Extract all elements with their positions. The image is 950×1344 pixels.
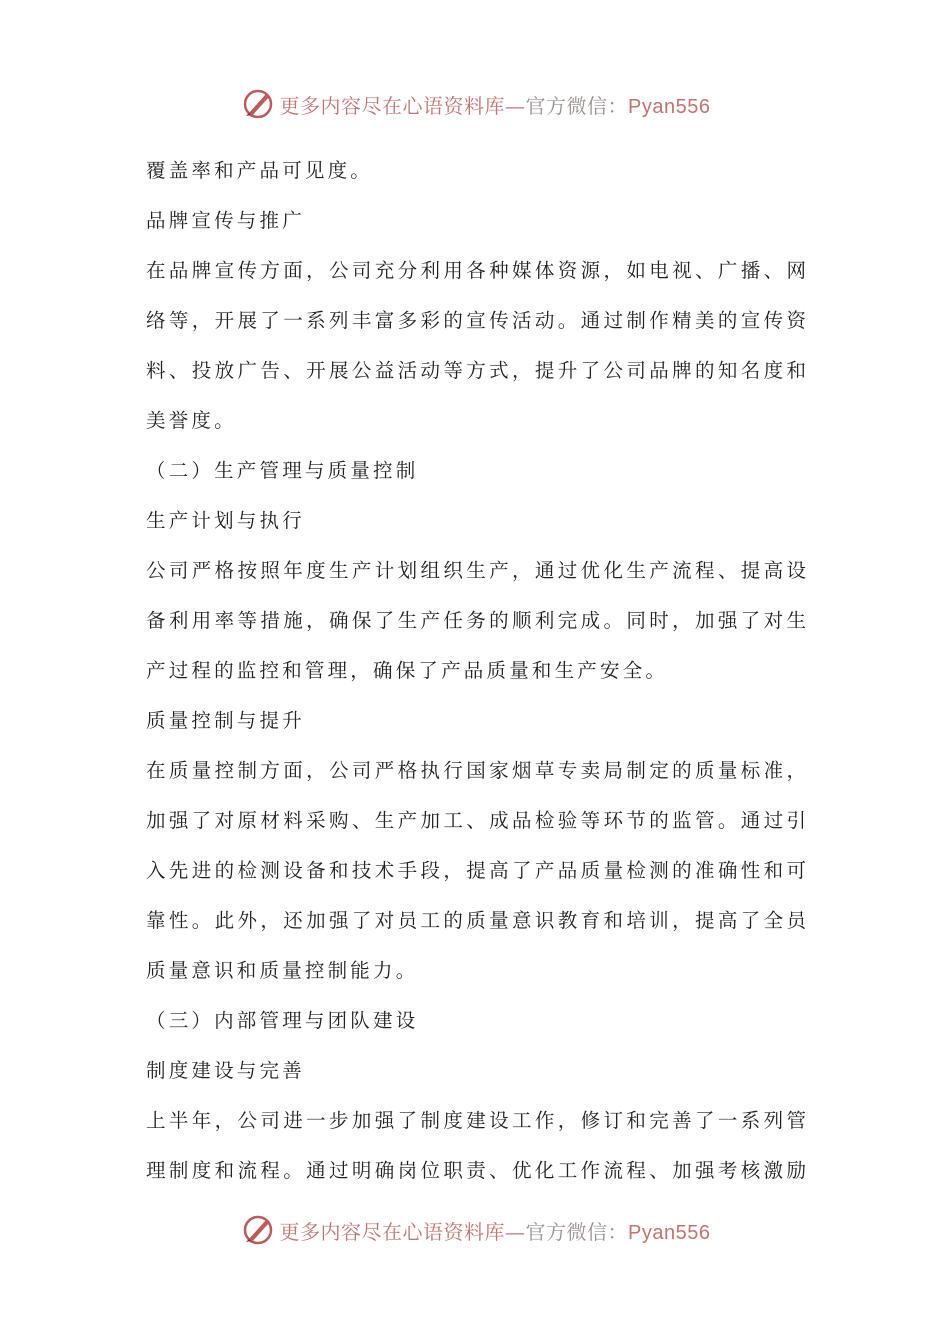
section-heading: （三）内部管理与团队建设 bbox=[146, 1009, 419, 1032]
text-line: 靠性。此外，还加强了对员工的质量意识教育和培训，提高了全员 bbox=[146, 909, 806, 932]
text-line: 理制度和流程。通过明确岗位职责、优化工作流程、加强考核激励 bbox=[146, 1159, 806, 1182]
text-line: 覆盖率和产品可见度。 bbox=[146, 159, 374, 182]
banner-text: 更多内容尽在心语资料库—官方微信：Pyan556 bbox=[279, 1219, 711, 1244]
text-line: 上半年，公司进一步加强了制度建设工作，修订和完善了一系列管 bbox=[146, 1109, 806, 1132]
text-line: 料、投放广告、开展公益活动等方式，提升了公司品牌的知名度和 bbox=[146, 359, 806, 382]
text-line: 质量意识和质量控制能力。 bbox=[146, 959, 419, 982]
text-line: 产过程的监控和管理，确保了产品质量和生产安全。 bbox=[146, 659, 669, 682]
text-line: 美誉度。 bbox=[146, 409, 237, 432]
pen-logo-icon bbox=[240, 86, 276, 122]
section-heading: 品牌宣传与推广 bbox=[146, 209, 305, 232]
text-line: 在质量控制方面，公司严格执行国家烟草专卖局制定的质量标准， bbox=[146, 759, 806, 782]
section-heading: 生产计划与执行 bbox=[146, 509, 305, 532]
footer-banner bbox=[0, 1210, 950, 1250]
header-banner bbox=[0, 84, 950, 124]
text-line: 备利用率等措施，确保了生产任务的顺利完成。同时，加强了对生 bbox=[146, 609, 806, 632]
section-heading: 质量控制与提升 bbox=[146, 709, 305, 732]
pen-logo-icon bbox=[240, 1212, 276, 1248]
section-heading: 制度建设与完善 bbox=[146, 1059, 305, 1082]
text-line: 公司严格按照年度生产计划组织生产，通过优化生产流程、提高设 bbox=[146, 559, 806, 582]
text-line: 入先进的检测设备和技术手段，提高了产品质量检测的准确性和可 bbox=[146, 859, 806, 882]
section-heading: （二）生产管理与质量控制 bbox=[146, 459, 419, 482]
document-body bbox=[146, 146, 806, 1196]
text-line: 络等，开展了一系列丰富多彩的宣传活动。通过制作精美的宣传资 bbox=[146, 309, 806, 332]
banner-text: 更多内容尽在心语资料库—官方微信：Pyan556 bbox=[279, 93, 711, 118]
text-line: 在品牌宣传方面，公司充分利用各种媒体资源，如电视、广播、网 bbox=[146, 259, 806, 282]
text-line: 加强了对原材料采购、生产加工、成品检验等环节的监管。通过引 bbox=[146, 809, 806, 832]
